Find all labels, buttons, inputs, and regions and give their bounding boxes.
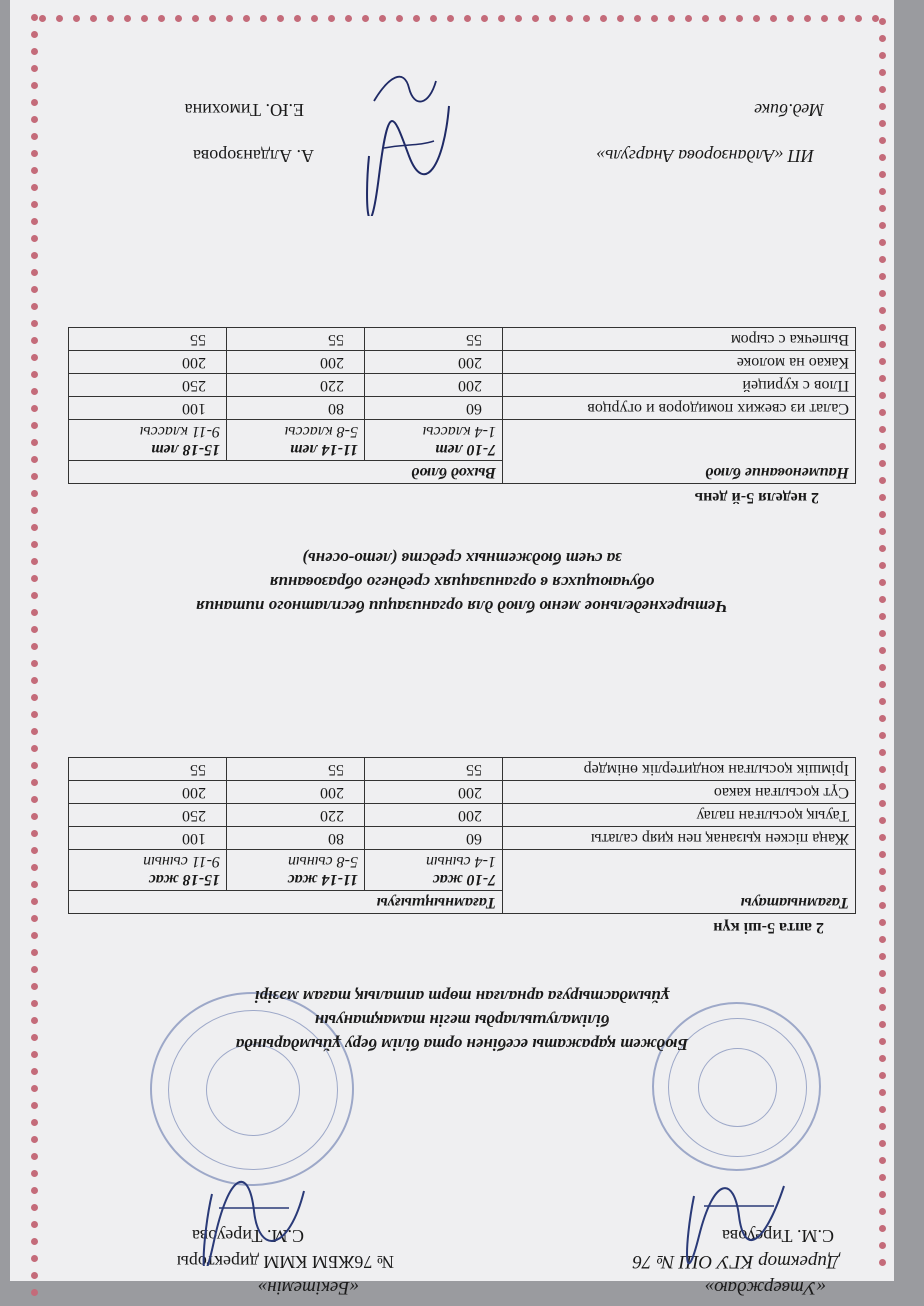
perforation-dot bbox=[879, 69, 886, 76]
perforation-dot bbox=[879, 222, 886, 229]
perforation-dot bbox=[879, 647, 886, 654]
perforation-dot bbox=[31, 1204, 38, 1211]
perforation-dot bbox=[31, 813, 38, 820]
perforation-dot bbox=[821, 15, 828, 22]
perforation-dot bbox=[879, 494, 886, 501]
perforation-dot bbox=[243, 15, 250, 22]
perforation-dot bbox=[879, 35, 886, 42]
perforation-dot bbox=[31, 14, 38, 21]
perforation-dot bbox=[31, 82, 38, 89]
col-output-kz: Тағамныңшығуы bbox=[69, 891, 503, 914]
perforation-dot bbox=[379, 15, 386, 22]
perforation-dot bbox=[879, 1072, 886, 1079]
title-ru-line3: за счет бюджетных средств (лето-осень) bbox=[302, 549, 622, 568]
perforation-dot bbox=[413, 15, 420, 22]
perforation-dot bbox=[879, 868, 886, 875]
perforation-dot bbox=[31, 184, 38, 191]
perforation-dot bbox=[879, 324, 886, 331]
perforation-dot bbox=[90, 15, 97, 22]
perforation-dot bbox=[31, 915, 38, 922]
perforation-dot bbox=[879, 171, 886, 178]
perforation-dot bbox=[31, 218, 38, 225]
perforation-dot bbox=[685, 15, 692, 22]
perforation-dot bbox=[31, 830, 38, 837]
perforation-dot bbox=[879, 205, 886, 212]
perforation-dot bbox=[31, 660, 38, 667]
perforation-dot bbox=[879, 1242, 886, 1249]
perforation-dot bbox=[31, 167, 38, 174]
perforation-dot bbox=[31, 1102, 38, 1109]
perforation-dot bbox=[31, 932, 38, 939]
perforation-dot bbox=[879, 290, 886, 297]
perforation-dot bbox=[879, 392, 886, 399]
perforation-dot bbox=[879, 681, 886, 688]
perforation-dot bbox=[31, 507, 38, 514]
perforation-dot bbox=[362, 15, 369, 22]
perforation-dot bbox=[879, 307, 886, 314]
perforation-dot bbox=[31, 116, 38, 123]
day-label-ru: 2 неделя 5-й день bbox=[694, 489, 819, 506]
perforation-dot bbox=[549, 15, 556, 22]
perforation-dot bbox=[879, 409, 886, 416]
perforation-dot bbox=[879, 460, 886, 467]
table-row: Сүт қосылған какао 200 200 200 bbox=[69, 781, 856, 804]
perforation-dot bbox=[31, 1136, 38, 1143]
table-row: Плов с курицей 200 220 250 bbox=[69, 374, 856, 397]
perforation-dot bbox=[879, 664, 886, 671]
perforation-dot bbox=[804, 15, 811, 22]
perforation-dot bbox=[787, 15, 794, 22]
age-group-1-kz: 7-10 жас 1-4 сынып bbox=[365, 850, 503, 891]
perforation-dot bbox=[31, 524, 38, 531]
perforation-dot bbox=[31, 847, 38, 854]
menu-table-ru bbox=[68, 327, 856, 484]
perforation-dot bbox=[879, 477, 886, 484]
signer-name-2: Е.Ю. Тимохина bbox=[184, 100, 304, 120]
approve-label-ru: «Утверждаю» bbox=[704, 1277, 826, 1298]
perforation-dot bbox=[31, 99, 38, 106]
perforation-dot bbox=[31, 1119, 38, 1126]
perforation-dot bbox=[838, 15, 845, 22]
director-signature-left bbox=[674, 1156, 794, 1266]
perforation-dot bbox=[753, 15, 760, 22]
perforation-dot bbox=[566, 15, 573, 22]
perforation-dot bbox=[31, 745, 38, 752]
perforation-dot bbox=[879, 1140, 886, 1147]
perforation-dot bbox=[668, 15, 675, 22]
perforation-dot bbox=[879, 1191, 886, 1198]
approve-name-ru: С.М. Тиреуова bbox=[721, 1226, 834, 1246]
perforation-dot bbox=[31, 337, 38, 344]
perforation-dot bbox=[879, 919, 886, 926]
perforation-dot bbox=[31, 626, 38, 633]
perforation-dot bbox=[31, 1255, 38, 1262]
perforation-dot bbox=[855, 15, 862, 22]
approve-director-ru: Директор КГУ ОШ № 76 bbox=[632, 1251, 839, 1272]
perforation-dot bbox=[31, 490, 38, 497]
perforation-dot bbox=[879, 1174, 886, 1181]
approve-label-kz: «Бекітемін» bbox=[257, 1277, 359, 1298]
perforation-dot bbox=[879, 953, 886, 960]
perforation-dot bbox=[31, 133, 38, 140]
perforation-dot bbox=[879, 511, 886, 518]
perforation-dot bbox=[31, 371, 38, 378]
perforation-dot bbox=[879, 1157, 886, 1164]
perforation-dot bbox=[31, 881, 38, 888]
perforation-dot bbox=[879, 137, 886, 144]
perforation-dot bbox=[31, 677, 38, 684]
perforation-dot bbox=[879, 443, 886, 450]
perforation-dot bbox=[31, 439, 38, 446]
perforation-dot bbox=[651, 15, 658, 22]
perforation-dot bbox=[879, 970, 886, 977]
table-row: Выпечка с сыром 55 55 55 bbox=[69, 328, 856, 351]
perforation-dot bbox=[311, 15, 318, 22]
perforation-dot bbox=[56, 15, 63, 22]
age-group-1-ru: 7-10 лет 1-4 классы bbox=[365, 420, 503, 461]
perforation-dot bbox=[719, 15, 726, 22]
perforation-dot bbox=[31, 354, 38, 361]
perforation-dot bbox=[879, 783, 886, 790]
signature-nurse bbox=[364, 66, 444, 116]
col-dish-ru: Наименование блюд bbox=[503, 420, 856, 484]
perforation-dot bbox=[879, 256, 886, 263]
perforation-dot bbox=[31, 711, 38, 718]
perforation-dot bbox=[31, 473, 38, 480]
perforation-dot bbox=[124, 15, 131, 22]
perforation-dot bbox=[879, 18, 886, 25]
perforation-dot bbox=[31, 252, 38, 259]
perforation-dot bbox=[31, 694, 38, 701]
perforation-dot bbox=[634, 15, 641, 22]
perforation-dot bbox=[879, 766, 886, 773]
perforation-dot bbox=[31, 949, 38, 956]
perforation-dot bbox=[515, 15, 522, 22]
title-kz-line2: білімалушыларды тегін тамақтануын bbox=[314, 1011, 610, 1030]
perforation-dot bbox=[31, 1085, 38, 1092]
perforation-dot bbox=[277, 15, 284, 22]
table-row: Тауық қосылған палау 200 220 250 bbox=[69, 804, 856, 827]
perforation-dot bbox=[31, 1187, 38, 1194]
perforation-dot bbox=[879, 52, 886, 59]
perforation-dot bbox=[879, 528, 886, 535]
approve-name-kz: С.М. Тиреуова bbox=[191, 1226, 304, 1246]
signer-name-1: А. Алданзорова bbox=[192, 146, 314, 166]
perforation-dot bbox=[31, 31, 38, 38]
perforation-dot bbox=[879, 375, 886, 382]
perforation-dot bbox=[31, 303, 38, 310]
perforation-dot bbox=[879, 1106, 886, 1113]
perforation-dot bbox=[879, 851, 886, 858]
perforation-dot bbox=[31, 762, 38, 769]
perforation-dot bbox=[31, 269, 38, 276]
perforation-dot bbox=[39, 15, 46, 22]
perforation-dot bbox=[583, 15, 590, 22]
perforation-dot bbox=[31, 1238, 38, 1245]
perforation-dot bbox=[31, 201, 38, 208]
perforation-dot bbox=[31, 1272, 38, 1279]
perforation-dot bbox=[31, 966, 38, 973]
perforation-dot bbox=[294, 15, 301, 22]
perforation-dot bbox=[879, 800, 886, 807]
perforation-dot bbox=[879, 732, 886, 739]
perforation-dot bbox=[226, 15, 233, 22]
signer-company: ИП «Алданзорова Анаргуль» bbox=[596, 146, 814, 166]
perforation-dot bbox=[879, 885, 886, 892]
perforation-dot bbox=[31, 643, 38, 650]
perforation-dot bbox=[879, 1055, 886, 1062]
perforation-dot bbox=[464, 15, 471, 22]
perforation-dot bbox=[31, 1289, 38, 1296]
director-signature-right bbox=[191, 1156, 314, 1266]
perforation-dot bbox=[192, 15, 199, 22]
perforation-dot bbox=[879, 273, 886, 280]
perforation-dot bbox=[879, 936, 886, 943]
age-group-3-ru: 15-18 лет 9-11 классы bbox=[69, 420, 227, 461]
perforation-dot bbox=[702, 15, 709, 22]
perforation-dot bbox=[31, 1068, 38, 1075]
perforation-dot bbox=[31, 1221, 38, 1228]
perforation-dot bbox=[31, 728, 38, 735]
perforation-dot bbox=[31, 286, 38, 293]
perforation-dot bbox=[31, 796, 38, 803]
perforation-dot bbox=[430, 15, 437, 22]
perforation-dot bbox=[879, 86, 886, 93]
perforation-dot bbox=[31, 235, 38, 242]
perforation-dot bbox=[770, 15, 777, 22]
signer-role-2: Мед.бике bbox=[754, 100, 824, 120]
perforation-dot bbox=[736, 15, 743, 22]
perforation-dot bbox=[31, 779, 38, 786]
perforation-dot bbox=[879, 817, 886, 824]
perforation-dot bbox=[73, 15, 80, 22]
table-row: Жаңа піскен қызанақ пен қияр салаты 60 80 100 bbox=[69, 827, 856, 850]
perforation-dot bbox=[879, 1123, 886, 1130]
perforation-dot bbox=[175, 15, 182, 22]
perforation-dot bbox=[498, 15, 505, 22]
perforation-dot bbox=[209, 15, 216, 22]
menu-table-kz bbox=[68, 757, 856, 914]
approve-director-kz: № 76ЖБМ КММ директоры bbox=[176, 1252, 394, 1272]
perforation-dot bbox=[107, 15, 114, 22]
perforation-dot bbox=[31, 388, 38, 395]
perforation-dot bbox=[345, 15, 352, 22]
perforation-dot bbox=[879, 239, 886, 246]
perforation-dot bbox=[879, 188, 886, 195]
age-group-3-kz: 15-18 жас 9-11 сынып bbox=[69, 850, 227, 891]
perforation-dot bbox=[879, 358, 886, 365]
perforation-dot bbox=[328, 15, 335, 22]
day-label-kz: 2 апта 5-ші күн bbox=[713, 919, 824, 936]
perforation-dot bbox=[31, 422, 38, 429]
col-dish-kz: Тағамныатауы bbox=[503, 850, 856, 914]
perforation-dot bbox=[141, 15, 148, 22]
perforation-dot bbox=[879, 1208, 886, 1215]
perforation-dot bbox=[879, 715, 886, 722]
title-ru-line2: обучающихся в организациях среднего образования bbox=[269, 573, 655, 592]
perforation-dot bbox=[879, 1259, 886, 1266]
table-row: Какао на молоке 200 200 200 bbox=[69, 351, 856, 374]
perforation-dot bbox=[879, 902, 886, 909]
perforation-dot bbox=[31, 456, 38, 463]
perforation-dot bbox=[31, 864, 38, 871]
perforation-dot bbox=[31, 150, 38, 157]
perforation-dot bbox=[31, 65, 38, 72]
perforation-dot bbox=[879, 630, 886, 637]
title-ru-line1: Четырехнедельное меню блюд для организации бесплатного питания bbox=[196, 597, 728, 616]
perforation-dot bbox=[158, 15, 165, 22]
perforation-dot bbox=[879, 426, 886, 433]
age-group-2-kz: 11-14 жас 5-8 сынып bbox=[227, 850, 365, 891]
perforation-dot bbox=[879, 698, 886, 705]
perforation-dot bbox=[396, 15, 403, 22]
title-kz-line1: Бюджет қаражаты есебінен орта білім беру ұйымдарында bbox=[235, 1035, 689, 1054]
perforation-dot bbox=[879, 1089, 886, 1096]
perforation-dot bbox=[31, 405, 38, 412]
perforation-dot bbox=[879, 749, 886, 756]
perforation-dot bbox=[879, 341, 886, 348]
perforation-dot bbox=[31, 48, 38, 55]
perforation-dot bbox=[481, 15, 488, 22]
perforation-dot bbox=[879, 154, 886, 161]
perforation-dot bbox=[31, 898, 38, 905]
col-output-ru: Выход блюд bbox=[69, 461, 503, 484]
perforation-dot bbox=[447, 15, 454, 22]
perforation-dot bbox=[879, 103, 886, 110]
table-row: Салат из свежих помидоров и огурцов 60 80 100 bbox=[69, 397, 856, 420]
perforation-dot bbox=[879, 1225, 886, 1232]
perforation-dot bbox=[31, 320, 38, 327]
perforation-dot bbox=[532, 15, 539, 22]
perforation-dot bbox=[872, 15, 879, 22]
perforation-dot bbox=[600, 15, 607, 22]
perforation-dot bbox=[31, 1170, 38, 1177]
perforation-dot bbox=[260, 15, 267, 22]
perforation-dot bbox=[879, 834, 886, 841]
title-kz-line3: ұйымдастыруға арналған төрт апталық тағам мәзірі bbox=[254, 987, 670, 1006]
perforation-dot bbox=[31, 541, 38, 548]
table-row: Ірімшік қосылған кондитерлік өнімдер 55 55 55 bbox=[69, 758, 856, 781]
perforation-dot bbox=[31, 1153, 38, 1160]
perforation-dot bbox=[617, 15, 624, 22]
perforation-dot bbox=[879, 120, 886, 127]
age-group-2-ru: 11-14 лет 5-8 классы bbox=[227, 420, 365, 461]
